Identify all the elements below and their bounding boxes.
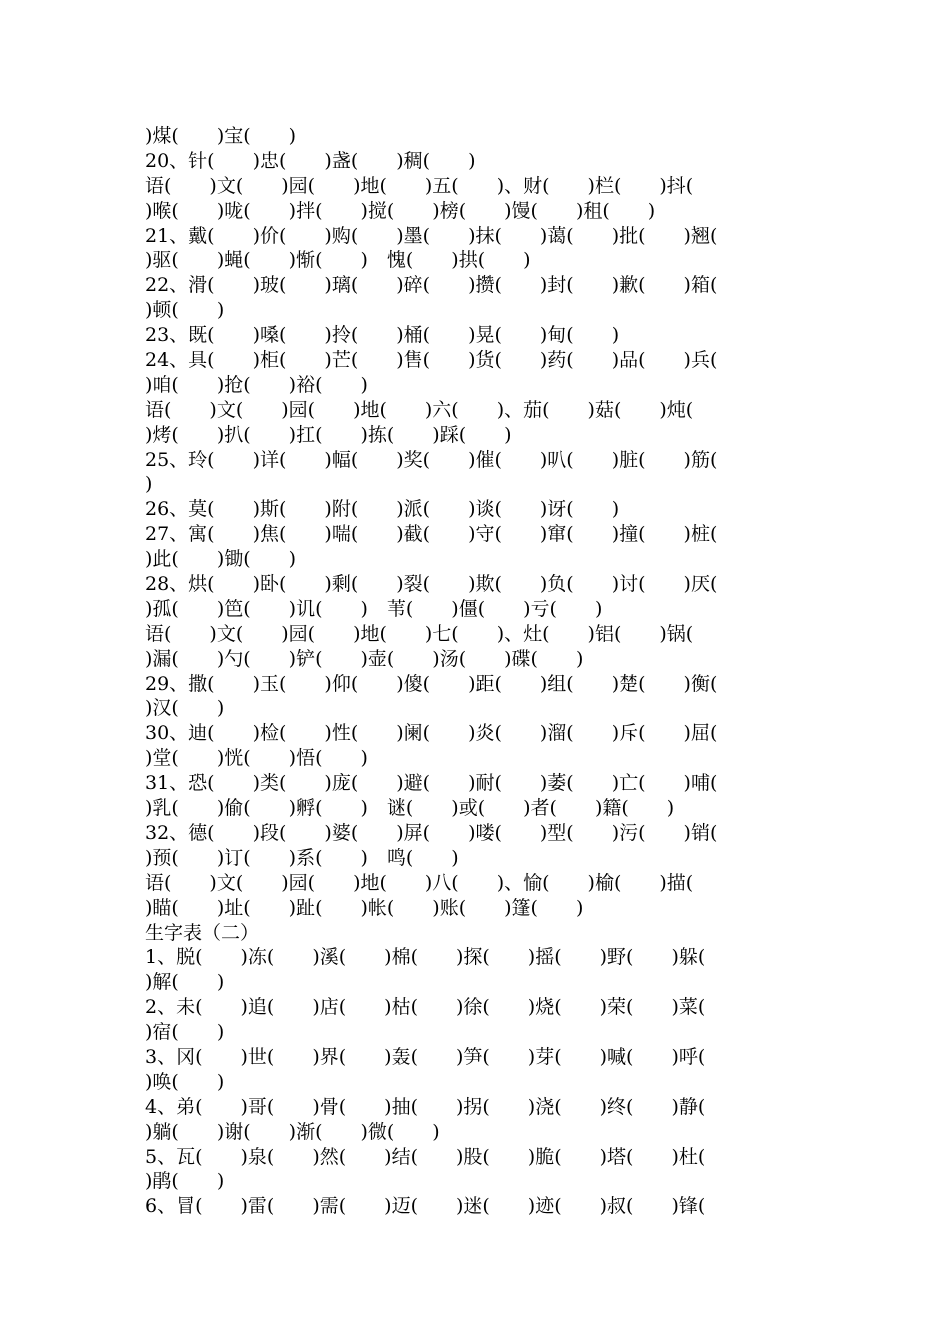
text-line	[145, 1219, 811, 1244]
text-line: )解( )	[145, 971, 225, 994]
text-line: 32、德( )段( )婆( )屏( )喽( )型( )污( )销(	[145, 821, 718, 844]
text-line: )孤( )笆( )讥( ) 苇( )僵( )亏( )	[145, 597, 603, 620]
text-line: 30、迪( )检( )性( )阑( )炎( )溜( )斥( )屈(	[145, 722, 718, 745]
text-line: )煤( )宝( )	[145, 125, 297, 147]
text-line: 28、烘( )卧( )剩( )裂( )欺( )负( )讨( )厌(	[145, 573, 718, 596]
text-line: 1、脱( )冻( )溪( )棉( )探( )摇( )野( )躲(	[145, 946, 706, 969]
text-line: )驱( )蝇( )惭( ) 愧( )拱( )	[145, 249, 531, 272]
text-line: 26、莫( )斯( )附( )派( )谈( )讶( )	[145, 498, 620, 521]
text-line: )此( )锄( )	[145, 548, 297, 571]
text-line: )瞄( )址( )趾( )帐( )账( )篷( )	[145, 896, 584, 919]
text-line: 语( )文( )园( )地( )六( )、茄( )菇( )炖(	[145, 398, 694, 421]
text-line: )堂( )恍( )悟( )	[145, 747, 368, 770]
text-line: 语( )文( )园( )地( )八( )、愉( )榆( )描(	[145, 871, 694, 894]
text-line: )漏( )勺( )铲( )壶( )汤( )碟( )	[145, 647, 584, 670]
section-heading: 生字表（二）	[145, 921, 260, 944]
text-line: )乳( )偷( )孵( ) 谜( )或( )者( )籍( )	[145, 797, 675, 820]
text-line: 语( )文( )园( )地( )七( )、灶( )铝( )锅(	[145, 622, 694, 645]
text-line: 4、弟( )哥( )骨( )抽( )拐( )浇( )终( )静(	[145, 1095, 706, 1118]
text-line: 22、滑( )玻( )璃( )碎( )攒( )封( )歉( )箱(	[145, 274, 718, 297]
text-line: )鹃( )	[145, 1170, 225, 1193]
text-line: )咱( )抢( )裕( )	[145, 373, 368, 396]
text-line: 23、既( )嗓( )拎( )桶( )晃( )甸( )	[145, 324, 620, 347]
text-line: )躺( )谢( )渐( )微( )	[145, 1120, 440, 1143]
text-line: 21、戴( )价( )购( )墨( )抹( )蔼( )批( )翘(	[145, 224, 718, 247]
text-line: 6、冒( )雷( )需( )迈( )迷( )迹( )叔( )锋(	[145, 1195, 706, 1218]
text-line: 24、具( )柜( )芒( )售( )货( )药( )品( )兵(	[145, 349, 718, 372]
text-line: 2、未( )追( )店( )枯( )徐( )烧( )荣( )菜(	[145, 996, 706, 1019]
text-line: )烤( )扒( )扛( )拣( )踩( )	[145, 423, 512, 446]
document-body	[145, 124, 811, 1244]
text-line: )汉( )	[145, 697, 225, 720]
text-line: 语( )文( )园( )地( )五( )、财( )栏( )抖(	[145, 174, 694, 197]
text-line: )预( )订( )系( ) 鸣( )	[145, 846, 459, 869]
text-line: )宿( )	[145, 1021, 225, 1044]
text-line: )唤( )	[145, 1070, 225, 1093]
text-line: 25、玲( )详( )幅( )奖( )催( )叭( )脏( )筋(	[145, 448, 718, 471]
text-line: )喉( )咙( )拌( )搅( )榜( )馒( )租( )	[145, 199, 656, 222]
text-line: 31、恐( )类( )庞( )避( )耐( )萎( )亡( )哺(	[145, 772, 718, 795]
text-line: 3、冈( )世( )界( )轰( )笋( )芽( )喊( )呼(	[145, 1045, 706, 1068]
text-line: )顿( )	[145, 299, 225, 322]
text-line: 20、针( )忠( )盏( )稠( )	[145, 149, 476, 172]
text-line: 27、寓( )焦( )喘( )截( )守( )窜( )撞( )桩(	[145, 523, 718, 546]
text-line: 29、撒( )玉( )仰( )傻( )距( )组( )楚( )衡(	[145, 672, 718, 695]
text-line: )	[145, 473, 153, 496]
text-line: 5、瓦( )泉( )然( )结( )股( )脆( )塔( )杜(	[145, 1145, 706, 1168]
